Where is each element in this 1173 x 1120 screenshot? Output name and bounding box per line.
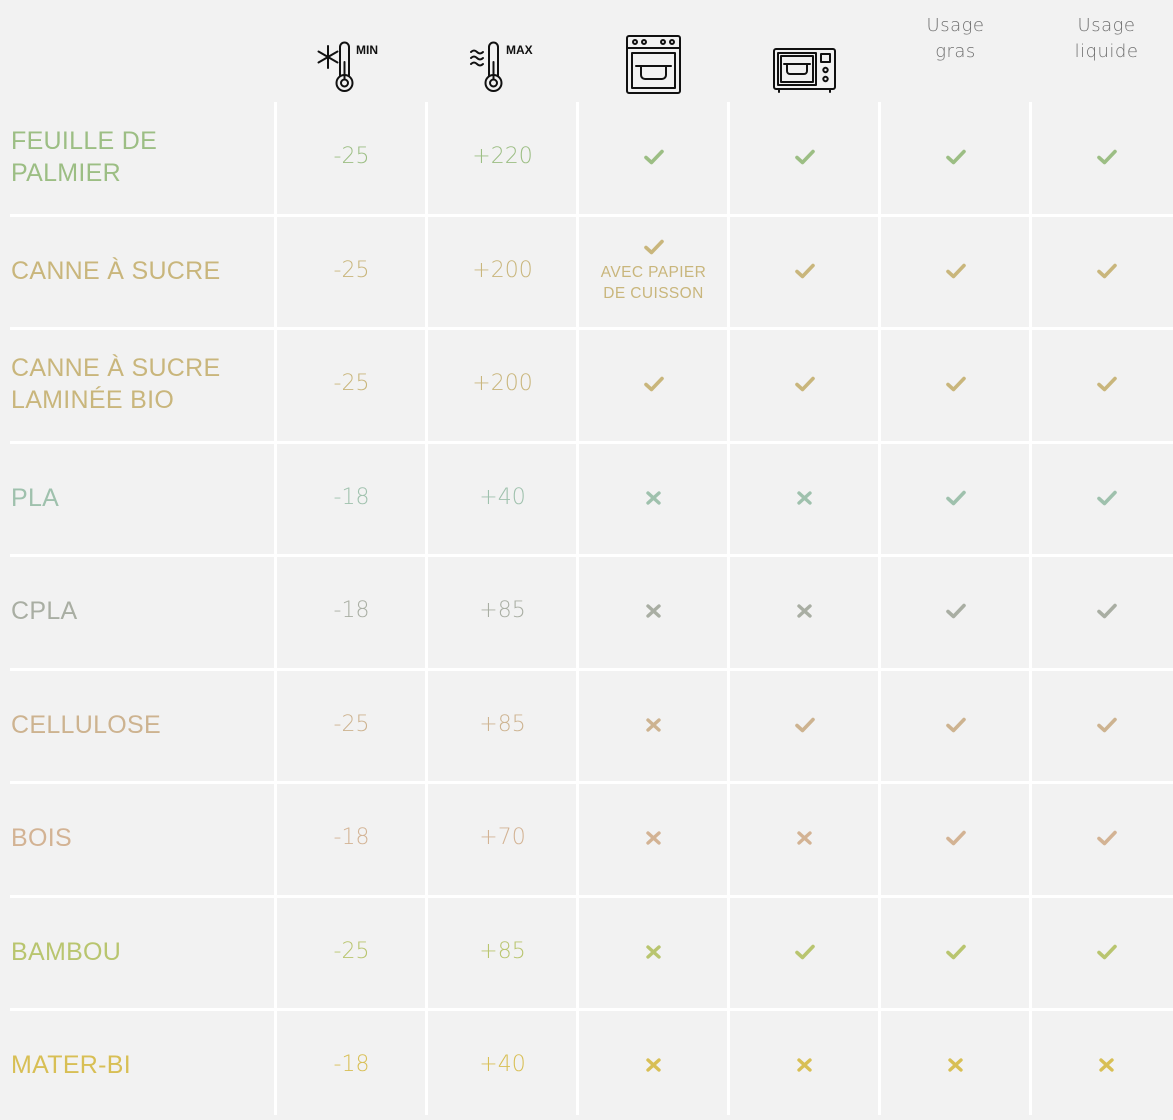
liquid-compat-cell (1031, 216, 1173, 326)
checkmark-icon (643, 375, 665, 393)
fat-compat-cell (880, 670, 1031, 780)
microwave-compat-cell (729, 102, 880, 212)
max-temp-value: +40 (479, 1052, 526, 1077)
max-temp-value: +85 (479, 939, 526, 964)
microwave-compat-mark (794, 1056, 816, 1074)
cross-icon (643, 602, 665, 620)
microwave-compat-mark (794, 829, 816, 847)
microwave-compat-mark (794, 716, 816, 734)
fat-compat-cell (880, 216, 1031, 326)
fat-compat-mark (945, 1056, 967, 1074)
material-name: MATER-BI (11, 1051, 131, 1079)
min-temp-value-cell (276, 1010, 427, 1120)
min-label: MIN (356, 43, 378, 57)
max-temp-value-cell (427, 216, 578, 326)
checkmark-icon (945, 375, 967, 393)
header-liquid-use (1031, 0, 1173, 102)
max-temp-value-cell (427, 102, 578, 212)
table-row (0, 102, 1173, 212)
liquid-compat-cell (1031, 670, 1173, 780)
material-name: CPLA (11, 597, 78, 625)
oven-compat-mark (643, 489, 665, 507)
checkmark-icon (945, 148, 967, 166)
min-temp-value: -25 (333, 144, 370, 169)
material-name: PLA (11, 484, 60, 512)
cross-icon (643, 716, 665, 734)
oven-note: AVEC PAPIER DE CUISSON (600, 264, 707, 302)
microwave-compat-cell (729, 329, 880, 439)
min-temp-value-cell (276, 329, 427, 439)
fat-compat-cell (880, 556, 1031, 666)
checkmark-icon (945, 829, 967, 847)
table-row (0, 897, 1173, 1007)
oven-compat-cell (578, 897, 729, 1007)
microwave-compat-cell (729, 216, 880, 326)
liquid-compat-mark (1096, 829, 1118, 847)
cross-icon (643, 489, 665, 507)
oven-compat-cell (578, 783, 729, 893)
table-row (0, 216, 1173, 326)
max-temp-value: +40 (479, 485, 526, 510)
max-temp-value-cell (427, 1010, 578, 1120)
max-temp-value-cell (427, 897, 578, 1007)
fat-compat-mark (945, 262, 967, 280)
checkmark-icon (945, 943, 967, 961)
checkmark-icon (945, 489, 967, 507)
max-temp-value: +70 (479, 825, 526, 850)
fat-compat-mark (945, 148, 967, 166)
checkmark-icon (1096, 148, 1118, 166)
microwave-compat-cell (729, 897, 880, 1007)
min-temp-value-cell (276, 216, 427, 326)
liquid-compat-cell (1031, 783, 1173, 893)
fat-compat-mark (945, 829, 967, 847)
min-temp-value: -25 (333, 371, 370, 396)
checkmark-icon (794, 943, 816, 961)
max-temp-value: +200 (472, 371, 533, 396)
max-temp-value-cell (427, 329, 578, 439)
liquid-compat-mark (1096, 602, 1118, 620)
oven-compat-mark (643, 829, 665, 847)
liquid-compat-mark (1096, 1056, 1118, 1074)
min-temp-value: -18 (333, 485, 370, 510)
header-oven (578, 0, 729, 102)
liquid-compat-mark (1096, 489, 1118, 507)
microwave-compat-mark (794, 262, 816, 280)
material-name: CANNE À SUCRE (11, 257, 221, 285)
microwave-compat-mark (794, 943, 816, 961)
oven-compat-mark (643, 943, 665, 961)
table-row (0, 670, 1173, 780)
liquid-compat-mark (1096, 148, 1118, 166)
material-name: CELLULOSE (11, 711, 161, 739)
fat-compat-cell (880, 1010, 1031, 1120)
fat-compat-cell (880, 783, 1031, 893)
microwave-compat-cell (729, 443, 880, 553)
cross-icon (643, 943, 665, 961)
microwave-compat-cell (729, 556, 880, 666)
min-temp-value-cell (276, 897, 427, 1007)
header-fat-use (880, 0, 1031, 102)
checkmark-icon (1096, 829, 1118, 847)
cross-icon (945, 1056, 967, 1074)
min-temp-value: -18 (333, 825, 370, 850)
max-temp-value-cell (427, 670, 578, 780)
max-temp-value: +85 (479, 712, 526, 737)
min-temp-value-cell (276, 102, 427, 212)
min-temp-value: -25 (333, 939, 370, 964)
liquid-compat-cell (1031, 556, 1173, 666)
material-name: BOIS (11, 824, 72, 852)
checkmark-icon (1096, 943, 1118, 961)
oven-compat-cell (578, 102, 729, 212)
oven-compat-mark (643, 1056, 665, 1074)
oven-compat-mark (643, 716, 665, 734)
fat-compat-mark (945, 716, 967, 734)
oven-compat-mark (643, 602, 665, 620)
microwave-compat-cell (729, 1010, 880, 1120)
liquid-compat-cell (1031, 897, 1173, 1007)
cross-icon (794, 602, 816, 620)
min-temp-value-cell (276, 670, 427, 780)
material-name: BAMBOU (11, 938, 122, 966)
header-min-temp (276, 0, 427, 102)
microwave-compat-mark (794, 375, 816, 393)
liquid-compat-mark (1096, 262, 1118, 280)
microwave-compat-mark (794, 489, 816, 507)
material-name: FEUILLE DE PALMIER (11, 127, 158, 187)
checkmark-icon (794, 716, 816, 734)
checkmark-icon (643, 148, 665, 166)
table-row (0, 443, 1173, 553)
oven-icon (578, 0, 729, 102)
table-row (0, 556, 1173, 666)
max-temp-value: +220 (472, 144, 533, 169)
checkmark-icon (794, 375, 816, 393)
min-temp-value-cell (276, 443, 427, 553)
min-temp-value-cell (276, 783, 427, 893)
microwave-icon (729, 0, 880, 102)
header-max-temp (427, 0, 578, 102)
microwave-compat-cell (729, 670, 880, 780)
fat-compat-mark (945, 489, 967, 507)
material-name: CANNE À SUCRE LAMINÉE BIO (11, 354, 221, 414)
checkmark-icon (1096, 716, 1118, 734)
fat-compat-mark (945, 943, 967, 961)
liquid-compat-mark (1096, 716, 1118, 734)
max-temp-value-cell (427, 783, 578, 893)
checkmark-icon (1096, 489, 1118, 507)
fat-compat-cell (880, 329, 1031, 439)
oven-compat-cell (578, 443, 729, 553)
liquid-compat-cell (1031, 329, 1173, 439)
liquid-compat-cell (1031, 443, 1173, 553)
checkmark-icon (945, 716, 967, 734)
checkmark-icon (1096, 262, 1118, 280)
microwave-compat-cell (729, 783, 880, 893)
fat-compat-cell (880, 102, 1031, 212)
fat-compat-mark (945, 375, 967, 393)
min-temp-value: -18 (333, 1052, 370, 1077)
oven-compat-cell (578, 670, 729, 780)
oven-compat-cell (578, 216, 729, 326)
cross-icon (1096, 1056, 1118, 1074)
checkmark-icon (1096, 375, 1118, 393)
thermometer-snowflake-icon (276, 0, 427, 102)
fat-compat-cell (880, 897, 1031, 1007)
checkmark-icon (1096, 602, 1118, 620)
oven-compat-cell (578, 1010, 729, 1120)
max-label: MAX (506, 43, 533, 57)
checkmark-icon (794, 148, 816, 166)
header-microwave (729, 0, 880, 102)
thermometer-heat-icon (427, 0, 578, 102)
checkmark-icon (945, 602, 967, 620)
liquid-use-label: Usage liquide (1074, 15, 1139, 62)
checkmark-icon (794, 262, 816, 280)
max-temp-value: +200 (472, 258, 533, 283)
cross-icon (643, 1056, 665, 1074)
cross-icon (794, 489, 816, 507)
fat-use-label: Usage gras (926, 15, 985, 62)
microwave-compat-mark (794, 148, 816, 166)
table-row (0, 1010, 1173, 1120)
table-row (0, 783, 1173, 893)
cross-icon (794, 1056, 816, 1074)
min-temp-value: -25 (333, 258, 370, 283)
liquid-compat-cell (1031, 1010, 1173, 1120)
liquid-compat-mark (1096, 375, 1118, 393)
oven-compat-mark (643, 238, 665, 256)
oven-compat-mark (643, 375, 665, 393)
min-temp-value: -25 (333, 712, 370, 737)
oven-compat-mark (643, 148, 665, 166)
cross-icon (794, 829, 816, 847)
cross-icon (643, 829, 665, 847)
microwave-compat-mark (794, 602, 816, 620)
checkmark-icon (945, 262, 967, 280)
max-temp-value-cell (427, 556, 578, 666)
checkmark-icon (643, 238, 665, 256)
fat-compat-mark (945, 602, 967, 620)
fat-compat-cell (880, 443, 1031, 553)
max-temp-value: +85 (479, 598, 526, 623)
liquid-compat-mark (1096, 943, 1118, 961)
oven-compat-cell (578, 329, 729, 439)
liquid-compat-cell (1031, 102, 1173, 212)
oven-compat-cell (578, 556, 729, 666)
table-header (0, 0, 1173, 102)
min-temp-value-cell (276, 556, 427, 666)
table-row (0, 329, 1173, 439)
max-temp-value-cell (427, 443, 578, 553)
min-temp-value: -18 (333, 598, 370, 623)
